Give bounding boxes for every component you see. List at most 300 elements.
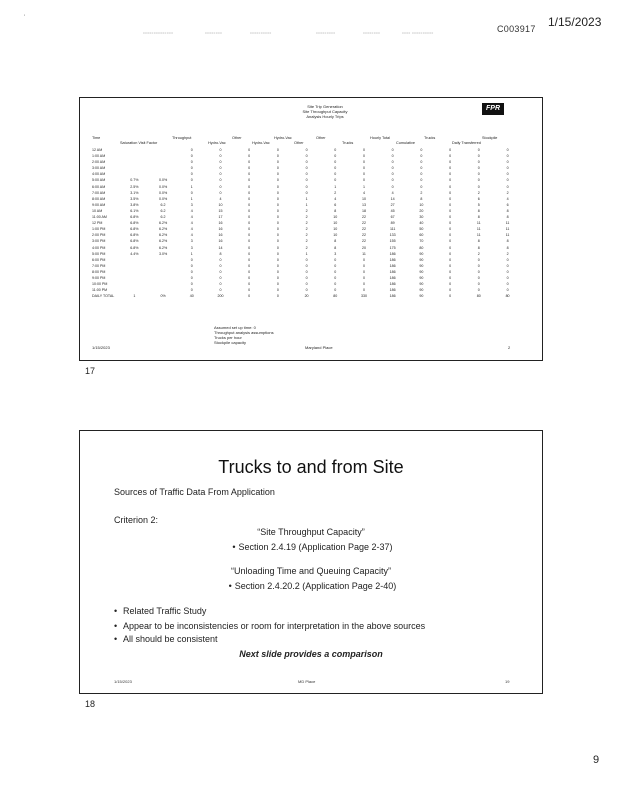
table-cell: 6.2% bbox=[158, 239, 168, 244]
table-cell: 11 bbox=[476, 227, 481, 232]
table-cell: 0 bbox=[219, 190, 222, 195]
table-cell: 0 bbox=[219, 282, 222, 287]
table-cell: 11 bbox=[505, 227, 510, 232]
table-cell: 0 bbox=[219, 275, 222, 280]
table-cell: DAILY TOTAL bbox=[92, 294, 115, 299]
table-cell: 0 bbox=[334, 269, 337, 274]
table-cell: 0 bbox=[276, 166, 279, 171]
table-cell: 9:00 AM bbox=[92, 202, 106, 207]
table-cell: 155 bbox=[389, 239, 396, 244]
table-cell: 8 bbox=[477, 208, 480, 213]
table-cell: 6.2% bbox=[158, 233, 168, 238]
table-cell: 1:00 AM bbox=[92, 154, 106, 159]
table-cell: 8 bbox=[334, 239, 337, 244]
table-cell: 0 bbox=[276, 233, 279, 238]
table-cell: 22 bbox=[361, 221, 366, 226]
slide-footer-page: 2 bbox=[508, 345, 511, 350]
table-cell: 0 bbox=[420, 184, 423, 189]
table-cell: 0 bbox=[334, 288, 337, 293]
table-cell: 0 bbox=[506, 263, 509, 268]
table-cell: 6.2% bbox=[158, 221, 168, 226]
table-cell: 0 bbox=[248, 208, 251, 213]
table-cell: 10:00 PM bbox=[92, 282, 108, 287]
table-note: Assumed set up time: 0 bbox=[214, 325, 256, 330]
table-cell: 0 bbox=[449, 251, 452, 256]
table-cell: 0 bbox=[219, 160, 222, 165]
table-cell: 67 bbox=[390, 215, 395, 220]
table-cell: 0 bbox=[506, 269, 509, 274]
table-cell: 2 bbox=[305, 245, 308, 250]
table-cell: 90 bbox=[419, 269, 424, 274]
table-cell: 20 bbox=[361, 245, 366, 250]
table-cell: 8 bbox=[334, 208, 337, 213]
table-cell: 0 bbox=[276, 178, 279, 183]
table-cell: 0 bbox=[248, 221, 251, 226]
table-cell: 0 bbox=[219, 184, 222, 189]
column-header: Throughput bbox=[172, 136, 192, 140]
table-cell: 11 bbox=[476, 221, 481, 226]
table-cell: 0 bbox=[276, 269, 279, 274]
table-cell: 1 bbox=[305, 251, 308, 256]
table-cell: 20 bbox=[304, 294, 309, 299]
bullet-icon: • bbox=[114, 634, 118, 644]
table-cell: 186 bbox=[389, 288, 396, 293]
table-cell: 14 bbox=[218, 245, 223, 250]
table-cell: 0 bbox=[276, 160, 279, 165]
slide-number: 18 bbox=[85, 699, 96, 709]
table-cell: 4:00 AM bbox=[92, 172, 106, 177]
table-cell: 4 bbox=[334, 196, 337, 201]
table-cell: 1 bbox=[362, 184, 365, 189]
table-cell: 4 bbox=[190, 208, 193, 213]
table-cell: 0 bbox=[276, 251, 279, 256]
table-cell: 2 bbox=[420, 190, 423, 195]
table-cell: 0 bbox=[190, 178, 193, 183]
table-cell: 0 bbox=[506, 166, 509, 171]
table-cell: 0 bbox=[362, 154, 365, 159]
table-cell: 1:00 PM bbox=[92, 227, 106, 232]
table-cell: 0 bbox=[276, 184, 279, 189]
table-cell: 16 bbox=[218, 221, 223, 226]
table-cell: 0 bbox=[420, 172, 423, 177]
table-cell: 0 bbox=[391, 184, 394, 189]
table-cell: 80 bbox=[333, 294, 338, 299]
table-cell: 0 bbox=[334, 178, 337, 183]
table-title-line: Analysis Hourly Trips bbox=[306, 114, 344, 119]
corner-mark: ' bbox=[24, 15, 26, 21]
table-cell: 8 bbox=[477, 245, 480, 250]
table-cell: 0 bbox=[305, 269, 308, 274]
table-cell: 0 bbox=[449, 294, 452, 299]
table-cell: 0.0% bbox=[158, 196, 168, 201]
table-cell: 0 bbox=[276, 172, 279, 177]
table-cell: 3 bbox=[190, 245, 193, 250]
table-cell: 0 bbox=[276, 196, 279, 201]
column-header: Other bbox=[316, 136, 326, 140]
table-cell: 10 bbox=[419, 202, 424, 207]
table-cell: 0 bbox=[248, 294, 251, 299]
table-cell: 7:00 PM bbox=[92, 263, 106, 268]
table-cell: 0 bbox=[190, 263, 193, 268]
table-cell: 6.8% bbox=[130, 215, 139, 220]
slide-footer-date: 1/15/2023 bbox=[114, 679, 132, 684]
table-cell: 3:00 AM bbox=[92, 166, 106, 171]
table-cell: 0 bbox=[276, 227, 279, 232]
table-cell: 0 bbox=[334, 282, 337, 287]
table-cell: 6.8% bbox=[130, 245, 139, 250]
page-date: 1/15/2023 bbox=[548, 15, 602, 29]
table-cell: 5 bbox=[477, 202, 480, 207]
column-header: Hydro-Vac bbox=[208, 141, 226, 145]
faint-header-text: 00000000 bbox=[205, 31, 223, 35]
table-cell: 0 bbox=[305, 282, 308, 287]
table-cell: 0 bbox=[391, 172, 394, 177]
table-cell: 0 bbox=[276, 239, 279, 244]
table-cell: 0 bbox=[449, 288, 452, 293]
table-cell: 15 bbox=[218, 208, 223, 213]
table-cell: 18 bbox=[361, 208, 366, 213]
source-bullet bbox=[80, 542, 542, 552]
table-cell: 0 bbox=[276, 294, 279, 299]
table-cell: 186 bbox=[389, 251, 396, 256]
bullet-item bbox=[114, 634, 218, 644]
faint-header-text: 000000000 bbox=[316, 31, 336, 35]
table-cell: 27 bbox=[390, 202, 395, 207]
table-cell: 0% bbox=[160, 294, 166, 299]
column-header: Other bbox=[232, 136, 242, 140]
source-bullet-text: Section 2.4.20.2 (Application Page 2-40) bbox=[234, 581, 397, 591]
table-cell: 0 bbox=[248, 227, 251, 232]
table-cell: 2:00 AM bbox=[92, 160, 106, 165]
table-cell: 2:00 PM bbox=[92, 233, 106, 238]
table-cell: 186 bbox=[389, 294, 396, 299]
table-cell: 6.2 bbox=[160, 202, 166, 207]
table-cell: 22 bbox=[361, 233, 366, 238]
table-cell: 8 bbox=[477, 239, 480, 244]
table-cell: 2 bbox=[305, 239, 308, 244]
table-cell: 4 bbox=[219, 196, 222, 201]
slide-trucks bbox=[79, 430, 543, 694]
table-note: Throughput analysis assumptions bbox=[214, 330, 274, 335]
table-cell: 0 bbox=[477, 275, 480, 280]
table-cell: 0 bbox=[420, 154, 423, 159]
table-cell: 1 bbox=[190, 184, 193, 189]
table-cell: 3 bbox=[190, 202, 193, 207]
table-cell: 6.1% bbox=[130, 208, 139, 213]
table-cell: 1 bbox=[305, 196, 308, 201]
slide-footer-title: MD Place bbox=[298, 679, 316, 684]
table-cell: 186 bbox=[389, 275, 396, 280]
table-cell: 0 bbox=[248, 269, 251, 274]
column-header: Daily Transferred bbox=[452, 141, 481, 145]
table-cell: 5:00 AM bbox=[92, 178, 106, 183]
table-cell: 80 bbox=[505, 294, 510, 299]
table-cell: 10 bbox=[218, 202, 223, 207]
table-cell: 0 bbox=[276, 275, 279, 280]
table-cell: 0 bbox=[248, 233, 251, 238]
table-cell: 0 bbox=[449, 178, 452, 183]
document-id: C003917 bbox=[497, 24, 536, 34]
bullet-icon: • bbox=[232, 542, 236, 552]
table-cell: 0 bbox=[334, 263, 337, 268]
table-cell: 0 bbox=[190, 148, 193, 152]
trip-generation-table bbox=[92, 147, 522, 299]
table-cell: 3:00 PM bbox=[92, 239, 106, 244]
source-title: “Site Throughput Capacity” bbox=[257, 527, 365, 537]
bullet-text: All should be consistent bbox=[123, 634, 218, 644]
table-cell: 0 bbox=[305, 275, 308, 280]
bullet-item bbox=[114, 621, 425, 631]
table-cell: 0 bbox=[362, 178, 365, 183]
faint-header-text: 0000000000 bbox=[250, 31, 272, 35]
table-cell: 1 bbox=[190, 251, 193, 256]
table-cell: 133 bbox=[389, 233, 396, 238]
table-cell: 90 bbox=[419, 257, 424, 262]
table-cell: 0 bbox=[219, 269, 222, 274]
table-cell: 50 bbox=[419, 227, 424, 232]
table-cell: 0 bbox=[276, 257, 279, 262]
table-cell: 0 bbox=[449, 233, 452, 238]
table-cell: 330 bbox=[360, 294, 367, 299]
table-cell: 1 bbox=[305, 202, 308, 207]
table-cell: 90 bbox=[419, 263, 424, 268]
table-cell: 0 bbox=[190, 257, 193, 262]
table-cell: 16 bbox=[218, 233, 223, 238]
table-cell: 8 bbox=[506, 208, 509, 213]
table-cell: 0 bbox=[305, 257, 308, 262]
table-cell: 11 bbox=[505, 233, 510, 238]
table-cell: 0 bbox=[190, 269, 193, 274]
table-cell: 3.1% bbox=[130, 190, 139, 195]
table-cell: 0 bbox=[276, 221, 279, 226]
table-cell: 2 bbox=[334, 190, 337, 195]
table-note: Stockpile capacity bbox=[214, 340, 247, 345]
table-cell: 186 bbox=[389, 269, 396, 274]
faint-header-text: 00000000000000 bbox=[143, 31, 174, 35]
table-cell: 6.2 bbox=[160, 208, 166, 213]
table-cell: 0 bbox=[449, 160, 452, 165]
table-note: Trucks per hour bbox=[214, 335, 242, 340]
column-header: Cumulative bbox=[396, 141, 415, 145]
column-header: Hourly Total bbox=[370, 136, 390, 140]
table-cell: 22 bbox=[361, 239, 366, 244]
table-cell: 5:00 PM bbox=[92, 251, 106, 256]
table-cell: 3.8% bbox=[130, 202, 139, 207]
table-cell: 0 bbox=[219, 257, 222, 262]
slide-table bbox=[79, 97, 543, 361]
table-cell: 9:00 PM bbox=[92, 275, 106, 280]
table-cell: 1 bbox=[133, 294, 136, 299]
table-cell: 11 bbox=[505, 221, 510, 226]
table-cell: 6 bbox=[506, 202, 509, 207]
table-cell: 0 bbox=[248, 190, 251, 195]
table-cell: 0 bbox=[305, 190, 308, 195]
table-cell: 0 bbox=[248, 178, 251, 183]
table-cell: 0 bbox=[334, 160, 337, 165]
table-cell: 0 bbox=[219, 166, 222, 171]
faint-header-text: 00000000 bbox=[363, 31, 381, 35]
faint-header-text: 0000 0000000000 bbox=[402, 31, 434, 35]
table-cell: 0 bbox=[449, 269, 452, 274]
table-cell: 0 bbox=[506, 282, 509, 287]
table-cell: 0 bbox=[276, 288, 279, 293]
table-cell: 0 bbox=[362, 269, 365, 274]
bullet-icon: • bbox=[114, 621, 118, 631]
table-cell: 0 bbox=[276, 148, 279, 152]
table-cell: 8 bbox=[506, 215, 509, 220]
slide-footer-date: 1/15/2023 bbox=[92, 345, 110, 350]
table-cell: 0 bbox=[305, 172, 308, 177]
company-logo: FPR bbox=[482, 103, 504, 115]
table-cell: 0 bbox=[449, 282, 452, 287]
table-cell: 0 bbox=[305, 288, 308, 293]
table-cell: 2 bbox=[305, 221, 308, 226]
table-cell: 0 bbox=[362, 160, 365, 165]
table-cell: 2.5% bbox=[130, 184, 139, 189]
table-cell: 0 bbox=[190, 190, 193, 195]
column-header: Other bbox=[294, 141, 304, 145]
table-cell: 0 bbox=[305, 148, 308, 152]
table-cell: 200 bbox=[217, 294, 224, 299]
table-cell: 0 bbox=[276, 208, 279, 213]
table-cell: 4 bbox=[362, 190, 365, 195]
table-cell: 2 bbox=[506, 190, 509, 195]
slide-number: 17 bbox=[85, 366, 96, 376]
table-cell: 0 bbox=[248, 202, 251, 207]
table-cell: 0 bbox=[362, 148, 365, 152]
table-cell: 4 bbox=[190, 227, 193, 232]
table-cell: 0 bbox=[362, 263, 365, 268]
table-cell: 0 bbox=[248, 148, 251, 152]
table-cell: 0 bbox=[391, 160, 394, 165]
slide-subtitle: Sources of Traffic Data From Application bbox=[114, 487, 275, 497]
table-cell: 0 bbox=[305, 160, 308, 165]
table-cell: 6.2% bbox=[158, 245, 168, 250]
table-cell: 3 bbox=[190, 239, 193, 244]
table-cell: 0 bbox=[362, 172, 365, 177]
table-cell: 0.0% bbox=[158, 178, 168, 183]
table-cell: 0 bbox=[506, 148, 509, 152]
table-cell: 0 bbox=[449, 172, 452, 177]
table-cell: 0 bbox=[506, 154, 509, 159]
table-cell: 0 bbox=[477, 160, 480, 165]
table-cell: 0 bbox=[506, 178, 509, 183]
table-cell: 7:00 AM bbox=[92, 190, 106, 195]
table-cell: 6.2% bbox=[158, 227, 168, 232]
table-cell: 186 bbox=[389, 257, 396, 262]
table-cell: 0 bbox=[477, 148, 480, 152]
table-cell: 3 bbox=[334, 251, 337, 256]
table-cell: 0 bbox=[305, 178, 308, 183]
table-cell: 0 bbox=[219, 154, 222, 159]
table-cell: 0 bbox=[334, 275, 337, 280]
table-cell: 0 bbox=[362, 288, 365, 293]
table-cell: 0 bbox=[449, 148, 452, 152]
table-cell: 6 bbox=[477, 196, 480, 201]
table-cell: 0 bbox=[305, 154, 308, 159]
table-cell: 0 bbox=[391, 166, 394, 171]
table-cell: 0 bbox=[477, 288, 480, 293]
table-cell: 0.0% bbox=[158, 184, 168, 189]
table-cell: 0 bbox=[305, 263, 308, 268]
table-cell: 0 bbox=[276, 263, 279, 268]
table-cell: 6.8% bbox=[130, 239, 139, 244]
table-cell: 0 bbox=[449, 275, 452, 280]
table-cell: 10 AM bbox=[92, 208, 103, 213]
table-cell: 0 bbox=[190, 160, 193, 165]
table-cell: 17 bbox=[218, 215, 223, 220]
table-cell: 0 bbox=[276, 154, 279, 159]
table-cell: 0 bbox=[362, 282, 365, 287]
table-cell: 90 bbox=[419, 251, 424, 256]
table-cell: 0 bbox=[219, 178, 222, 183]
slide-footer-title: Maryland Place bbox=[305, 345, 333, 350]
table-cell: 0 bbox=[334, 148, 337, 152]
table-cell: 0 bbox=[248, 184, 251, 189]
table-cell: 4 bbox=[190, 233, 193, 238]
table-cell: 1 bbox=[334, 184, 337, 189]
table-cell: 2 bbox=[305, 233, 308, 238]
table-cell: 8 bbox=[506, 245, 509, 250]
bullet-text: Related Traffic Study bbox=[123, 606, 207, 616]
table-cell: 0 bbox=[477, 269, 480, 274]
table-cell: 89 bbox=[390, 221, 395, 226]
table-cell: 2 bbox=[305, 208, 308, 213]
table-cell: 80 bbox=[476, 294, 481, 299]
table-cell: 2 bbox=[477, 190, 480, 195]
table-cell: 16 bbox=[218, 227, 223, 232]
table-cell: 22 bbox=[361, 227, 366, 232]
table-cell: 0 bbox=[506, 172, 509, 177]
table-cell: 0 bbox=[190, 282, 193, 287]
table-cell: 0 bbox=[276, 202, 279, 207]
bullet-text: Appear to be inconsistencies or room for interpretation in the above sources bbox=[123, 621, 426, 631]
table-cell: 11 bbox=[362, 251, 366, 256]
table-cell: 0 bbox=[248, 154, 251, 159]
table-cell: 0 bbox=[248, 245, 251, 250]
table-cell: 8 bbox=[334, 245, 337, 250]
table-cell: 186 bbox=[389, 263, 396, 268]
page-number: 9 bbox=[593, 754, 600, 766]
table-cell: 4:00 PM bbox=[92, 245, 106, 250]
table-cell: 11:00 PM bbox=[92, 288, 108, 293]
column-header: Trucks bbox=[424, 136, 436, 140]
table-cell: 0 bbox=[248, 196, 251, 201]
table-cell: 4.4% bbox=[130, 251, 139, 256]
table-cell: 0.0% bbox=[158, 190, 168, 195]
table-cell: 0 bbox=[248, 275, 251, 280]
table-cell: 0 bbox=[219, 288, 222, 293]
column-header: Hydro-Vac bbox=[252, 141, 270, 145]
table-cell: 0 bbox=[362, 275, 365, 280]
table-cell: 0 bbox=[248, 166, 251, 171]
table-cell: 0 bbox=[449, 154, 452, 159]
table-cell: 90 bbox=[419, 282, 424, 287]
table-cell: 0 bbox=[477, 154, 480, 159]
next-slide-note: Next slide provides a comparison bbox=[239, 649, 383, 659]
table-cell: 0 bbox=[190, 154, 193, 159]
table-title-line: Site Throughput Capacity bbox=[302, 109, 348, 114]
table-cell: 8:00 PM bbox=[92, 269, 106, 274]
table-cell: 11 bbox=[476, 233, 481, 238]
table-cell: 0 bbox=[190, 172, 193, 177]
table-cell: 0 bbox=[477, 263, 480, 268]
table-cell: 0 bbox=[449, 221, 452, 226]
table-cell: 0 bbox=[248, 160, 251, 165]
table-cell: 6 bbox=[334, 202, 337, 207]
table-cell: 0 bbox=[219, 148, 222, 152]
table-cell: 0 bbox=[420, 166, 423, 171]
